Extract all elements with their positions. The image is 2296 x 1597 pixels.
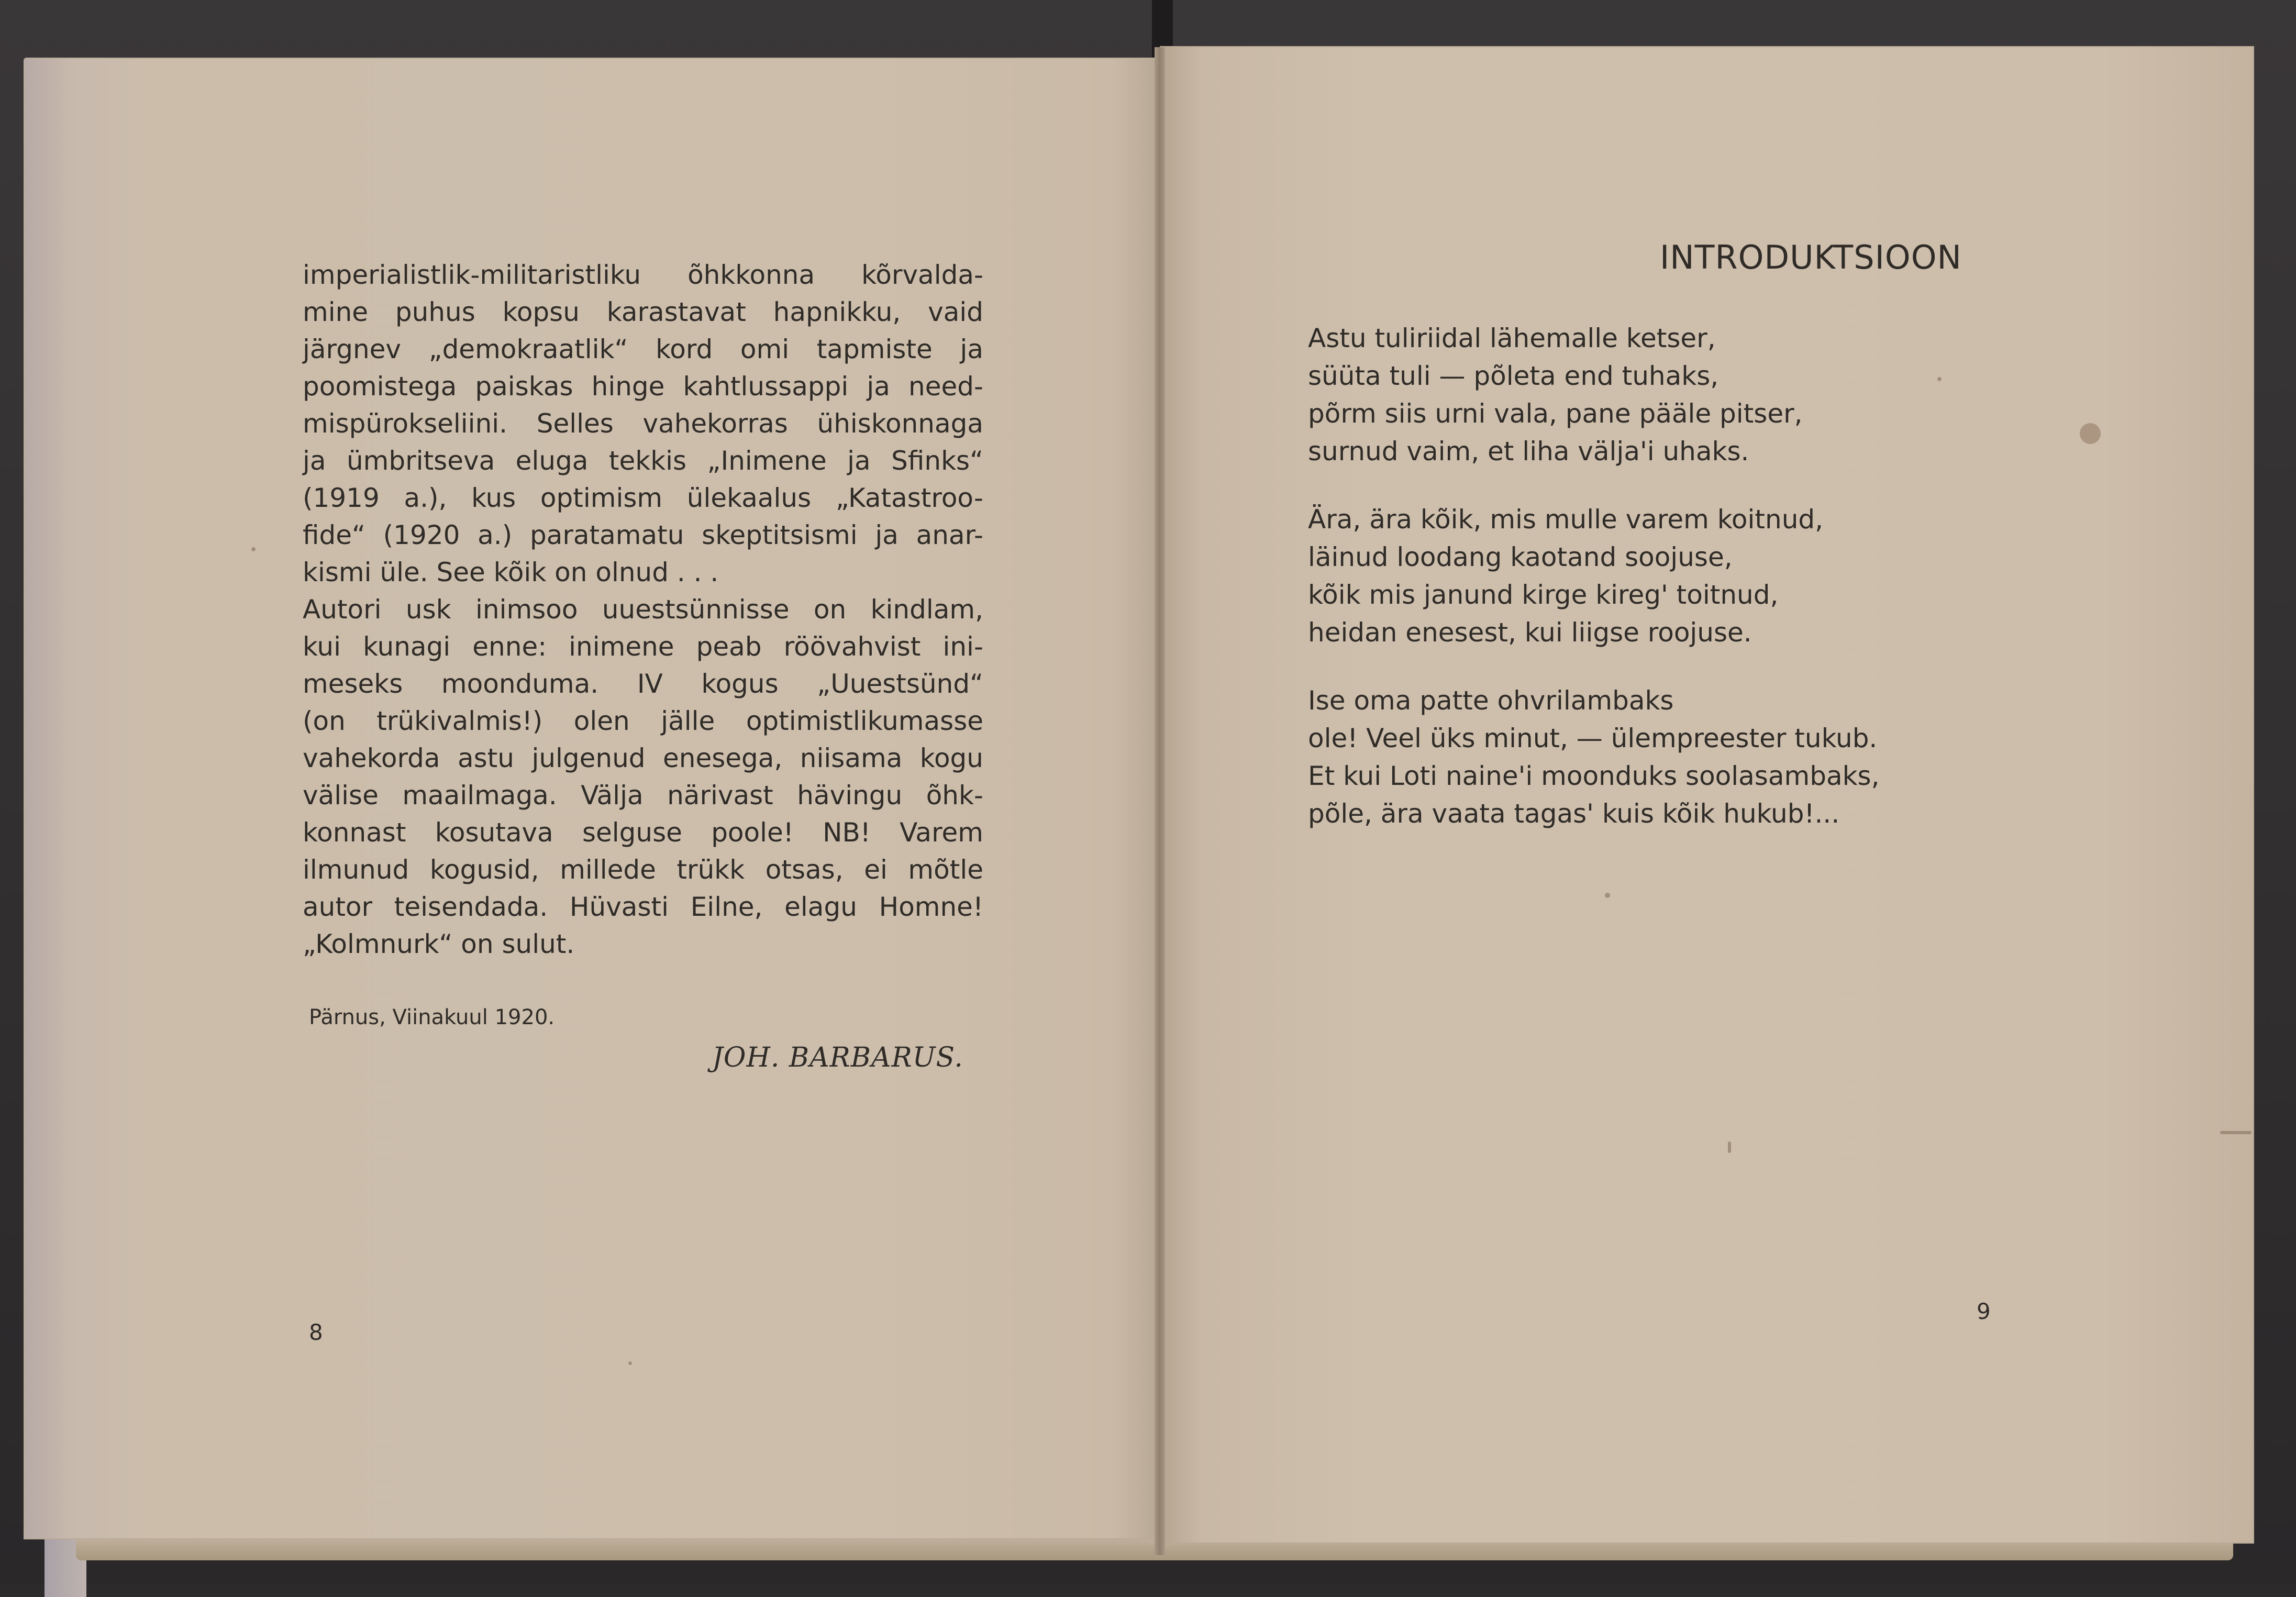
page-number-right: 9 — [1977, 1299, 1991, 1324]
prose-line: vahekorda astu julgenud enesega, niisama kogu — [303, 743, 983, 773]
paper-fleck — [1728, 1141, 1731, 1153]
prose-line: (1919 a.), kus optimism ülekaalus „Katastroo- — [303, 483, 983, 513]
prose-line: mispürokseliini. Selles vahekorras ühiskonnaga — [303, 408, 983, 439]
stanza — [1308, 501, 2004, 651]
prose-line: meseks moonduma. IV kogus „Uuestsünd“ — [303, 669, 983, 699]
verse-line: põle, ära vaata tagas' kuis kõik hukub!... — [1308, 798, 1840, 829]
verse-line: Astu tuliriidal lähemalle ketser, — [1308, 323, 1716, 353]
verse-line: heidan enesest, kui liigse roojuse. — [1308, 617, 1752, 648]
paper-fleck — [1937, 377, 1942, 381]
prose-line: ja ümbritseva eluga tekkis „Inimene ja Sfinks“ — [303, 446, 983, 476]
prose-line: ilmunud kogusid, millede trükk otsas, ei mõtle — [303, 855, 983, 885]
verse-line: läinud loodang kaotand soojuse, — [1308, 542, 1733, 572]
prose-line: autor teisendada. Hüvasti Eilne, elagu Homne! — [303, 892, 983, 922]
verse-line: Ise oma patte ohvrilambaks — [1308, 685, 1674, 716]
verse-line: süüta tuli — põleta end tuhaks, — [1308, 361, 1719, 391]
verse-line: surnud vaim, et liha välja'i uhaks. — [1308, 436, 1749, 467]
verse-line: kõik mis janund kirge kireg' toitnud, — [1308, 580, 1779, 610]
book-gutter — [1155, 47, 1165, 1555]
prose-line: kui kunagi enne: inimene peab röövahvist ini- — [303, 631, 983, 662]
prose-line: konnast kosutava selguse poole! NB! Varem — [303, 817, 983, 848]
prose-line: poomistega paiskas hinge kahtlussappi ja need- — [303, 371, 983, 402]
page-number-left: 8 — [309, 1319, 323, 1345]
place-date: Pärnus, Viinakuul 1920. — [309, 1005, 555, 1029]
verse-line: põrm siis urni vala, pane pääle pitser, — [1308, 398, 1803, 429]
verse-line: Ära, ära kõik, mis mulle varem koitnud, — [1308, 504, 1824, 535]
paper-fleck — [1605, 893, 1610, 898]
verse-line: ole! Veel üks minut, — ülempreester tukub. — [1308, 723, 1878, 753]
prose-line: kismi üle. See kõik on olnud . . . — [303, 557, 719, 587]
prose-line: imperialistlik-militaristliku õhkkonna kõrvalda- — [303, 260, 983, 290]
stanza — [1308, 682, 2004, 833]
prose-line: Autori usk inimsoo uuestsünnisse on kindlam, — [303, 594, 983, 625]
paper-fleck — [2080, 423, 2101, 444]
poem-title: INTRODUKTSIOON — [1660, 238, 1962, 276]
author-signature: JOH. BARBARUS. — [712, 1042, 963, 1073]
prose-line: välise maailmaga. Välja närivast hävingu õhk- — [303, 780, 983, 811]
verse-line: Et kui Loti naine'i moonduks soolasambaks, — [1308, 761, 1880, 791]
paper-fleck — [251, 547, 256, 551]
prose-line: (on trükivalmis!) olen jälle optimistlikumasse — [303, 706, 983, 736]
prose-line: mine puhus kopsu karastavat hapnikku, vaid — [303, 297, 983, 327]
prose-line: järgnev „demokraatlik“ kord omi tapmiste ja — [303, 334, 983, 364]
prose-line: „Kolmnurk“ on sulut. — [303, 929, 575, 959]
left-page-prose — [303, 257, 983, 963]
poem — [1308, 319, 2004, 863]
paper-fleck — [2220, 1131, 2251, 1134]
stanza — [1308, 319, 2004, 470]
prose-line: fide“ (1920 a.) paratamatu skeptitsismi ja anar- — [303, 520, 983, 550]
paper-fleck — [628, 1361, 632, 1365]
